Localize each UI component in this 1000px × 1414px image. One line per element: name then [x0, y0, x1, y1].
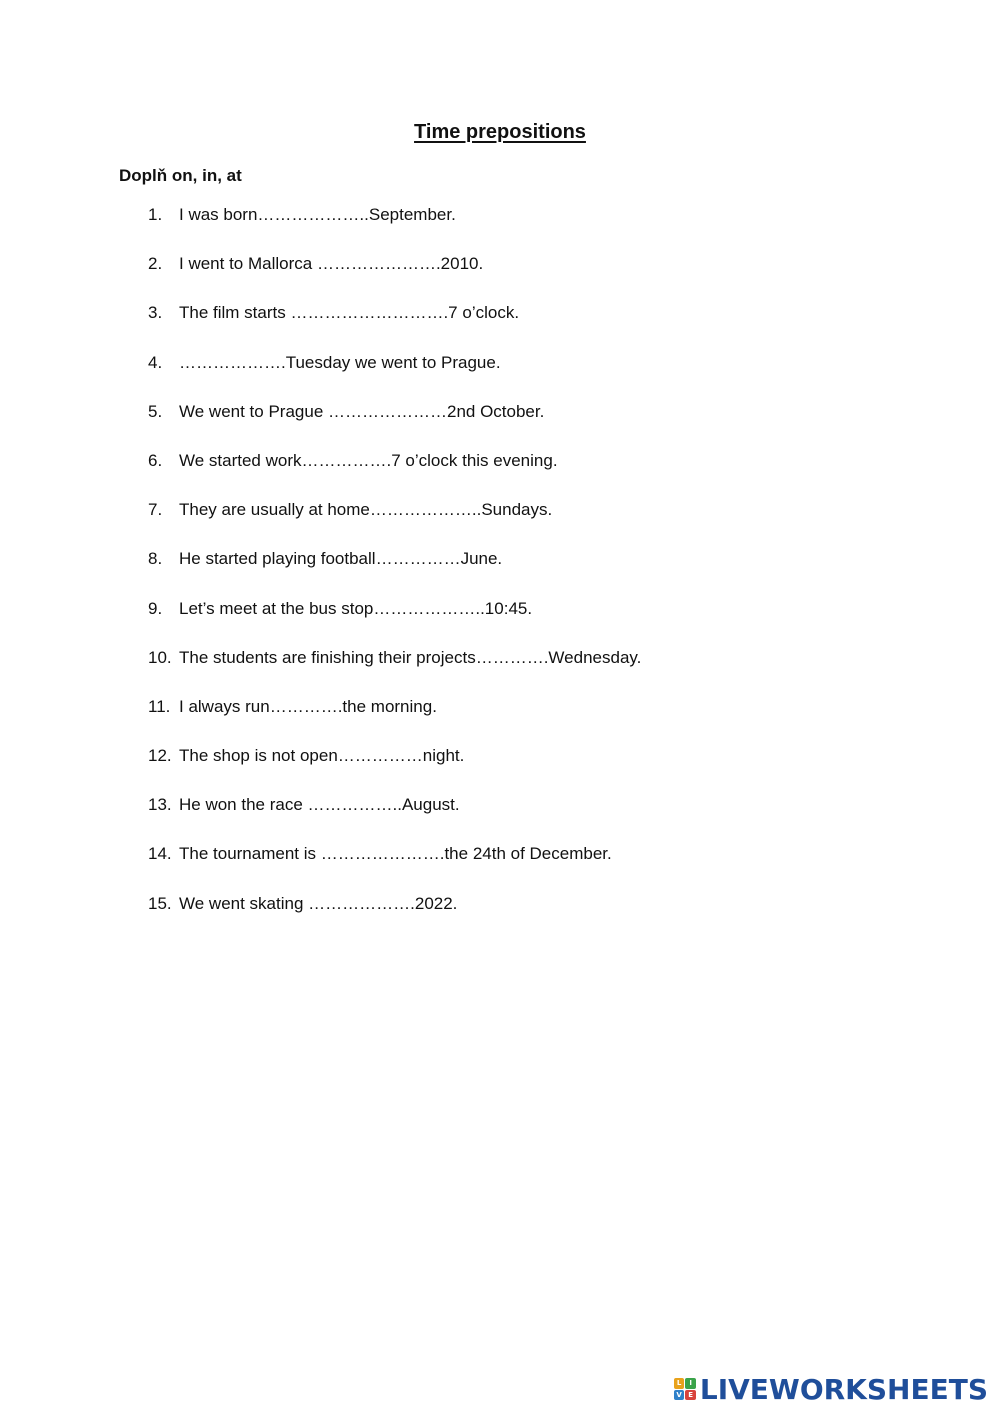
liveworksheets-logo-icon [674, 1378, 696, 1400]
exercise-item [148, 204, 641, 253]
exercise-sentence: He started playing football……………June. [179, 549, 503, 569]
exercise-number: 1. [148, 205, 163, 224]
instruction-text: Doplň on, in, at [119, 166, 242, 185]
exercise-item [148, 745, 641, 794]
exercise-number: 8. [148, 549, 163, 569]
exercise-sentence: Let’s meet at the bus stop………………..10:45. [179, 598, 533, 618]
exercise-item [148, 598, 641, 647]
exercise-number: 11. [148, 696, 171, 716]
exercise-sentence: The film starts ……………………….7 o’clock. [179, 303, 520, 323]
exercise-sentence: I went to Mallorca ………………….2010. [179, 254, 484, 274]
exercise-item [148, 499, 641, 548]
exercise-sentence: He won the race ……………..August. [179, 795, 460, 815]
liveworksheets-branding [674, 1372, 988, 1406]
exercise-number: 6. [148, 450, 163, 470]
exercise-number: 9. [148, 598, 163, 618]
exercise-sentence: We went to Prague …………………2nd October. [179, 401, 545, 421]
exercise-sentence: We went skating ……………….2022. [179, 893, 458, 913]
exercise-number: 3. [148, 303, 163, 323]
exercise-list [148, 204, 641, 942]
exercise-item [148, 253, 641, 302]
exercise-item [148, 352, 641, 401]
exercise-item [148, 843, 641, 892]
exercise-number: 2. [148, 254, 163, 274]
exercise-number: 14. [148, 844, 172, 864]
exercise-item [148, 794, 641, 843]
exercise-item [148, 401, 641, 450]
exercise-number: 7. [148, 500, 163, 520]
exercise-sentence: ……………….Tuesday we went to Prague. [179, 352, 501, 372]
brand-text: LIVEWORKSHEETS [699, 1372, 988, 1406]
page-title: Time prepositions [414, 121, 586, 143]
exercise-sentence: They are usually at home………………..Sundays. [179, 500, 553, 520]
exercise-sentence: The tournament is ………………….the 24th of December. [179, 844, 612, 864]
exercise-item [148, 450, 641, 499]
exercise-sentence: The shop is not open……………night. [179, 746, 465, 766]
exercise-number: 15. [148, 893, 172, 913]
logo-square: E [685, 1390, 696, 1401]
exercise-item [148, 647, 641, 696]
exercise-sentence: The students are finishing their projects………….Wednesday. [179, 647, 642, 667]
exercise-number: 13. [148, 795, 172, 815]
exercise-number: 10. [148, 647, 172, 667]
logo-square: L [674, 1378, 685, 1389]
exercise-number: 12. [148, 746, 172, 766]
exercise-number: 5. [148, 401, 163, 421]
exercise-item [148, 696, 641, 745]
exercise-item [148, 548, 641, 597]
exercise-sentence: I always run………….the morning. [179, 696, 437, 716]
logo-square: V [674, 1390, 685, 1401]
exercise-number: 4. [148, 352, 163, 372]
exercise-item [148, 302, 641, 351]
logo-square: I [685, 1378, 696, 1389]
exercise-sentence: I was born………………..September. [179, 205, 456, 224]
exercise-sentence: We started work…………….7 o’clock this evening. [179, 450, 558, 470]
exercise-item [148, 893, 641, 942]
